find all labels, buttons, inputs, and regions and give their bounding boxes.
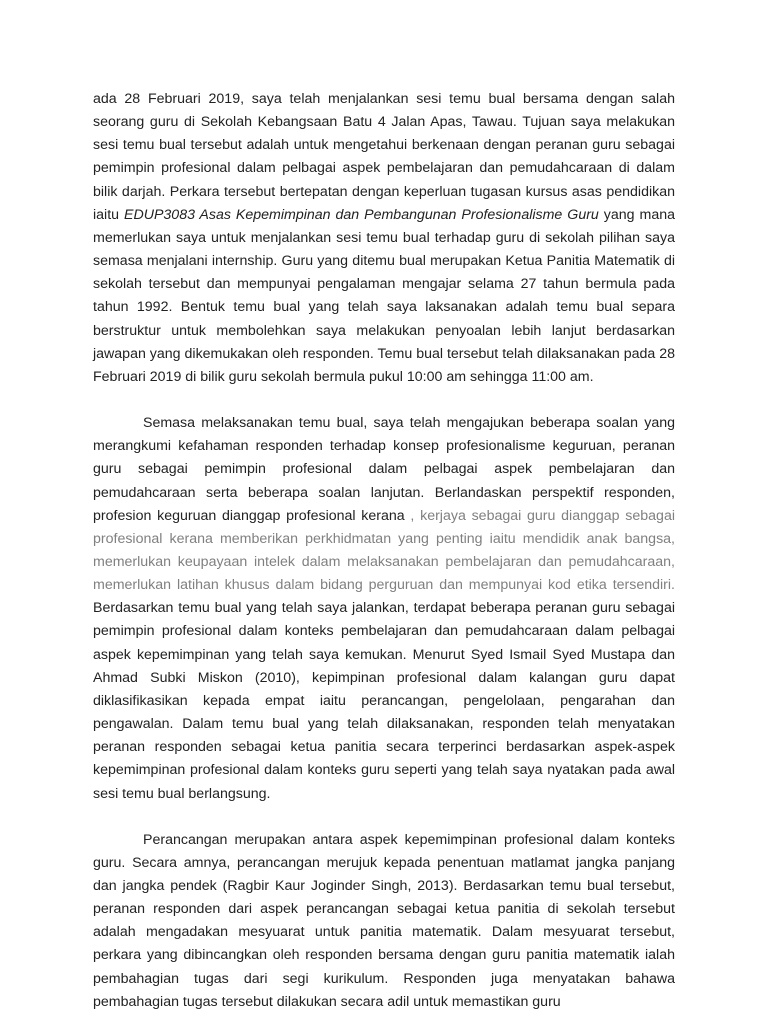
paragraph-3-text: Perancangan merupakan antara aspek kepemimpinan profesional dalam konteks guru. Secara amnya, perancangan merujuk kepada penentuan matlamat jangka panjang dan jangka pendek (Ragbir Kaur Joginder Singh, 2013). Berdasarkan temu bual tersebut, peranan responden dari aspek perancangan sebagai ketua panitia di sekolah tersebut adalah mengadakan mesyuarat untuk panitia matematik. Dalam mesyuarat tersebut, perkara yang dibincangkan oleh responden bersama dengan guru panitia matematik ialah pembahagian tugas dari segi kurikulum. Responden juga menyatakan bahawa pembahagian tugas tersebut dilakukan secara adil untuk memastikan guru <box>93 831 675 1010</box>
paragraph-2-text-a: Semasa melaksanakan temu bual, saya telah mengajukan beberapa soalan yang merangkumi kefahaman responden terhadap konsep profesionalisme keguruan, peranan guru sebagai pemimpin profesional dalam pelbagai aspek pembelajaran dan pemudahcaraan serta beberapa soalan lanjutan. Berlandaskan perspektif responden, profesion keguruan dianggap profesional kerana <box>93 415 675 524</box>
paragraph-3 <box>93 829 675 1014</box>
paragraph-1 <box>93 88 675 389</box>
paragraph-spacer <box>93 389 675 412</box>
paragraph-2 <box>93 412 675 806</box>
paragraph-spacer <box>93 806 675 829</box>
paragraph-1-text-a: ada 28 Februari 2019, saya telah menjalankan sesi temu bual bersama dengan salah seorang guru di Sekolah Kebangsaan Batu 4 Jalan Apas, Tawau. Tujuan saya melakukan sesi temu bual tersebut adalah untuk mengetahui berkenaan dengan peranan guru sebagai pemimpin profesional dalam pelbagai aspek pembelajaran dan pemudahcaraan di dalam bilik darjah. Perkara tersebut bertepatan dengan keperluan tugasan kursus asas pendidikan iaitu <box>93 91 675 223</box>
respondent-quote: , kerjaya sebagai guru dianggap sebagai profesional kerana memberikan perkhidmatan yang penting iaitu mendidik anak bangsa, memerlukan keupayaan intelek dalam melaksanakan pembelajaran dan pemudahcaraan, memerlukan latihan khusus dalam bidang perguruan dan mempunyai kod etika tersendiri. <box>93 507 675 594</box>
paragraph-2-text-b: Berdasarkan temu bual yang telah saya jalankan, terdapat beberapa peranan guru sebagai pemimpin profesional dalam konteks pembelajaran dan pemudahcaraan dalam pelbagai aspek kepemimpinan yang telah saya kemukan. Menurut Syed Ismail Syed Mustapa dan Ahmad Subki Miskon (2010), kepimpinan profesional dalam kalangan guru dapat diklasifikasikan kepada empat iaitu perancangan, pengelolaan, pengarahan dan pengawalan. Dalam temu bual yang telah dilaksanakan, responden telah menyatakan peranan responden sebagai ketua panitia secara terperinci berdasarkan aspek-aspek kepemimpinan profesional dalam konteks guru seperti yang telah saya nyatakan pada awal sesi temu bual berlangsung. <box>93 600 675 802</box>
document-page <box>93 88 675 1014</box>
course-title: EDUP3083 Asas Kepemimpinan dan Pembangunan Profesionalisme Guru <box>124 206 599 223</box>
paragraph-1-text-b: yang mana memerlukan saya untuk menjalankan sesi temu bual terhadap guru di sekolah pilihan saya semasa menjalani internship. Guru yang ditemu bual merupakan Ketua Panitia Matematik di sekolah tersebut dan mempunyai pengalaman mengajar selama 27 tahun bermula pada tahun 1992. Bentuk temu bual yang telah saya laksanakan adalah temu bual separa berstruktur untuk membolehkan saya melakukan penyoalan lebih lanjut berdasarkan jawapan yang dikemukakan oleh responden. Temu bual tersebut telah dilaksanakan pada 28 Februari 2019 di bilik guru sekolah bermula pukul 10:00 am sehingga 11:00 am. <box>93 206 676 385</box>
